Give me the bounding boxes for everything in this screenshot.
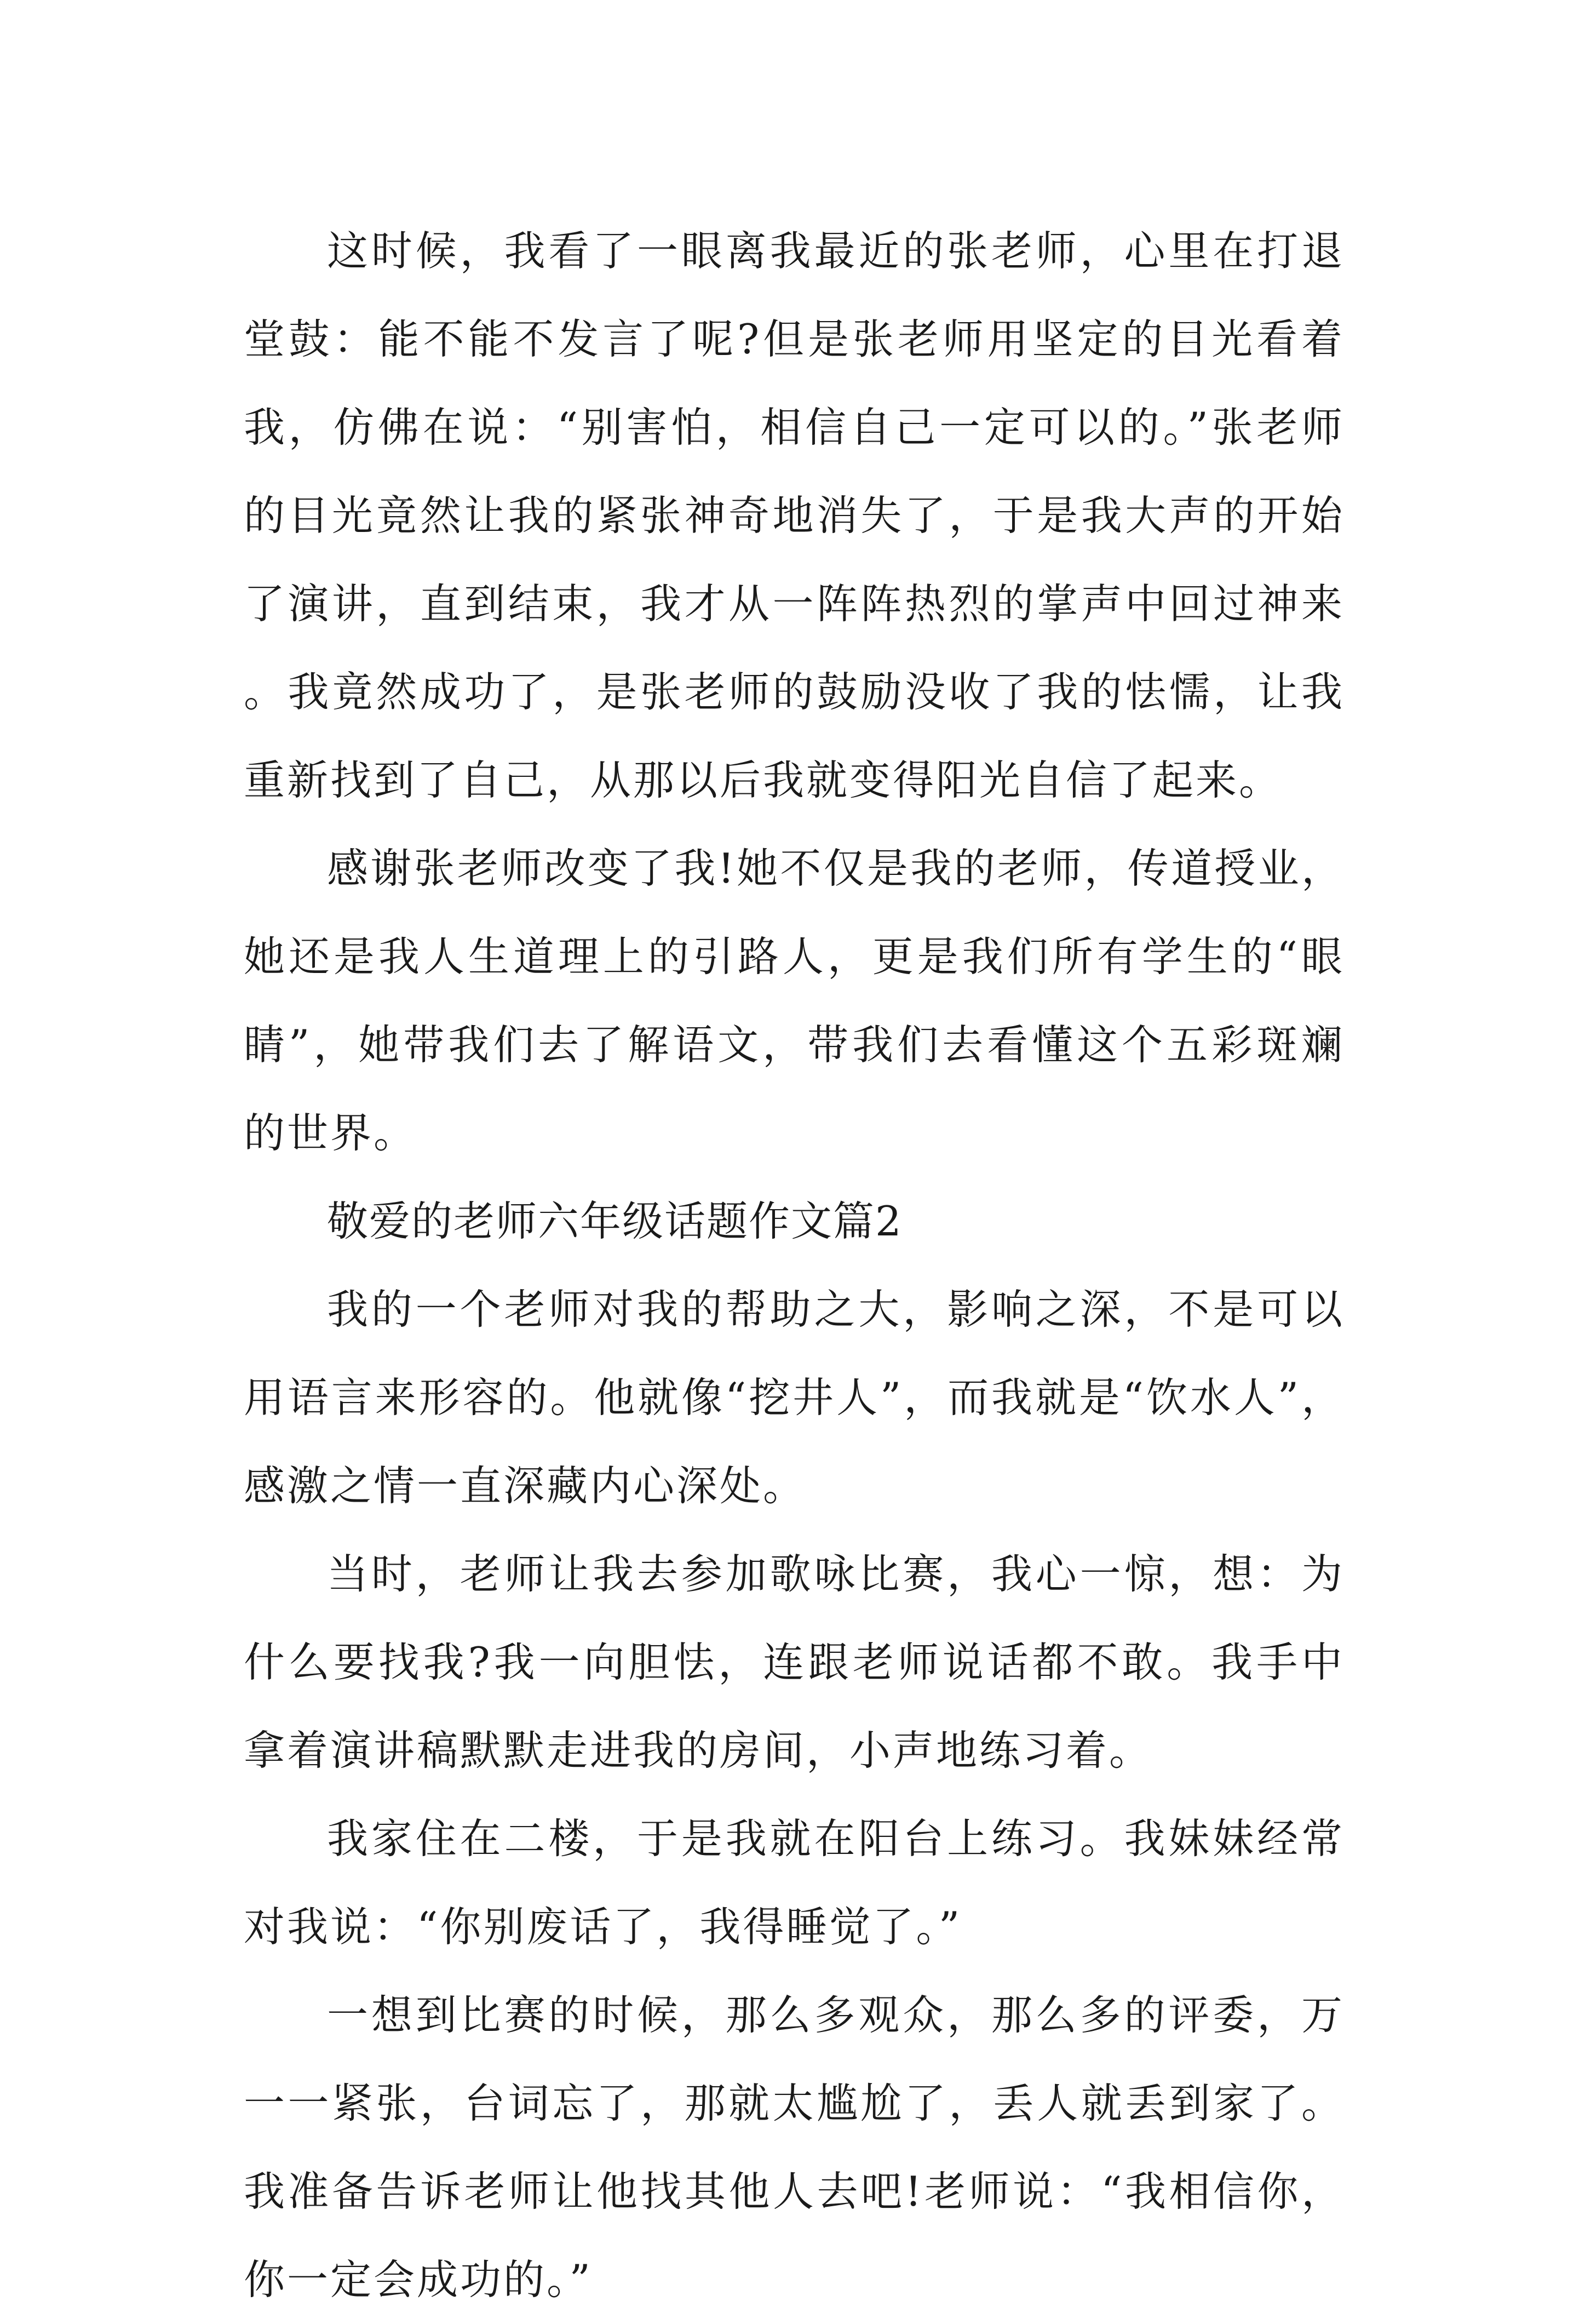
document-body (244, 207, 1345, 2324)
paragraph-3: 我的一个老师对我的帮助之大，影响之深，不是可以用语言来形容的。他就像“挖井人”，而我就是“饮水人”，感激之情一直深藏内心深处。 (244, 1285, 1345, 1510)
paragraph-5: 我家住在二楼，于是我就在阳台上练习。我妹妹经常对我说：“你别废话了，我得睡觉了。” (244, 1814, 1345, 1951)
paragraph-1: 这时候，我看了一眼离我最近的张老师，心里在打退堂鼓：能不能不发言了呢?但是张老师用坚定的目光看着我，仿佛在说：“别害怕，相信自己一定可以的。”张老师的目光竟然让我的紧张神奇地消失了，于是我大声的开始了演讲，直到结束，我才从一阵阵热烈的掌声中回过神来。我竟然成功了，是张老师的鼓励没收了我的怯懦，让我重新找到了自己，从那以后我就变得阳光自信了起来。 (244, 227, 1345, 804)
paragraph-4: 当时，老师让我去参加歌咏比赛，我心一惊，想：为什么要找我?我一向胆怯，连跟老师说话都不敢。我手中拿着演讲稿默默走进我的房间，小声地练习着。 (244, 1550, 1345, 1775)
paragraph-2: 感谢张老师改变了我!她不仅是我的老师，传道授业，她还是我人生道理上的引路人，更是我们所有学生的“眼睛”，她带我们去了解语文，带我们去看懂这个五彩斑斓的世界。 (244, 844, 1345, 1157)
paragraph-6: 一想到比赛的时候，那么多观众，那么多的评委，万一一紧张，台词忘了，那就太尴尬了，丢人就丢到家了。我准备告诉老师让他找其他人去吧!老师说：“我相信你，你一定会成功的。” (244, 1991, 1345, 2304)
section-heading: 敬爱的老师六年级话题作文篇2 (327, 1197, 903, 1245)
